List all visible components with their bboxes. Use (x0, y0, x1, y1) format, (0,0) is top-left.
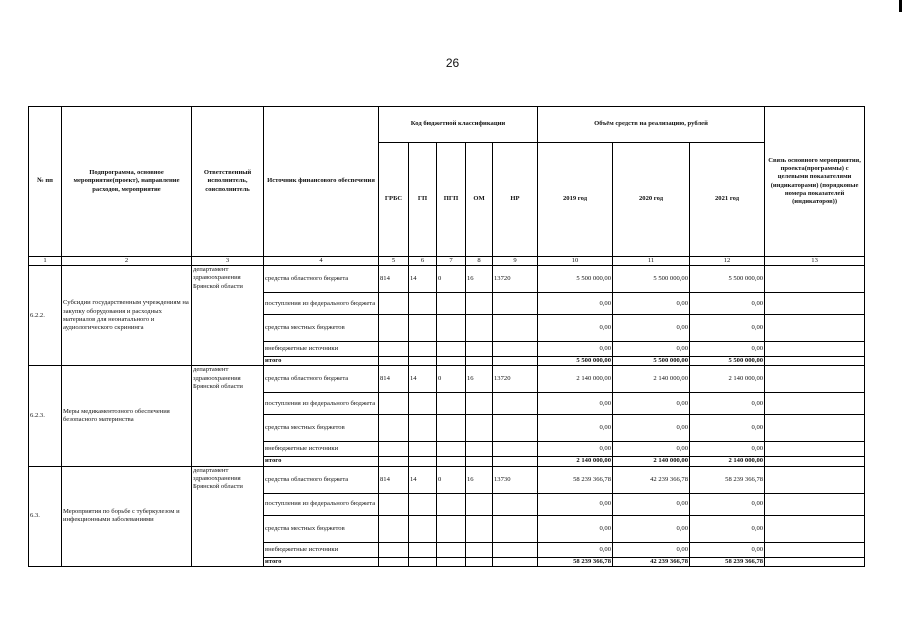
code-om (466, 293, 493, 315)
row-number: 6.3. (29, 466, 62, 566)
empty-cell (379, 557, 409, 566)
code-grbs (379, 493, 409, 515)
indicator-link (765, 457, 865, 466)
code-om: 16 (466, 366, 493, 393)
funding-source: средства областного бюджета (264, 266, 379, 293)
total-2020: 5 500 000,00 (613, 357, 690, 366)
col-number: 5 (379, 257, 409, 266)
value-2020: 0,00 (613, 293, 690, 315)
table-body (29, 266, 865, 567)
code-gp (409, 293, 437, 315)
total-label: итого (264, 457, 379, 466)
value-2019: 5 500 000,00 (538, 266, 613, 293)
header-link: Связь основного мероприятия, проекта(программы) с целевыми показателями (индикаторами) (порядковые номера показателей (индикаторов)) (765, 107, 865, 257)
value-2020: 0,00 (613, 542, 690, 557)
code-np (493, 342, 538, 357)
col-number: 3 (192, 257, 264, 266)
indicator-link (765, 357, 865, 366)
row-number: 6.2.3. (29, 366, 62, 466)
code-grbs (379, 415, 409, 442)
col-number: 11 (613, 257, 690, 266)
code-pgp (437, 542, 466, 557)
value-2021: 0,00 (690, 493, 765, 515)
code-grbs (379, 515, 409, 542)
header-budget-code-group: Код бюджетной классификации (379, 107, 538, 143)
activity-name: Мероприятия по борьбе с туберкулезом и инфекционными заболеваниями (62, 466, 192, 566)
indicator-link (765, 393, 865, 415)
activity-name: Меры медикаментозного обеспечения безопасного материнства (62, 366, 192, 466)
code-grbs (379, 393, 409, 415)
total-2019: 2 140 000,00 (538, 457, 613, 466)
value-2020: 0,00 (613, 515, 690, 542)
code-pgp (437, 393, 466, 415)
code-gp (409, 542, 437, 557)
indicator-link (765, 415, 865, 442)
indicator-link (765, 442, 865, 457)
value-2021: 0,00 (690, 315, 765, 342)
code-om (466, 442, 493, 457)
value-2020: 0,00 (613, 415, 690, 442)
value-2019: 0,00 (538, 542, 613, 557)
code-gp (409, 315, 437, 342)
value-2019: 0,00 (538, 415, 613, 442)
funding-source: средства местных бюджетов (264, 315, 379, 342)
code-np (493, 542, 538, 557)
code-grbs (379, 342, 409, 357)
code-np (493, 515, 538, 542)
value-2019: 0,00 (538, 515, 613, 542)
code-np (493, 393, 538, 415)
total-2021: 2 140 000,00 (690, 457, 765, 466)
total-2020: 42 239 366,78 (613, 557, 690, 566)
table-row (29, 366, 865, 393)
empty-cell (437, 357, 466, 366)
empty-cell (409, 457, 437, 466)
scan-edge-mark (899, 0, 902, 12)
value-2021: 0,00 (690, 442, 765, 457)
header-executor: Ответственный исполнитель, соисполнитель (192, 107, 264, 257)
col-number: 9 (493, 257, 538, 266)
header-volume-group: Объём средств на реализацию, рублей (538, 107, 765, 143)
indicator-link (765, 466, 865, 493)
value-2019: 0,00 (538, 293, 613, 315)
value-2019: 58 239 366,78 (538, 466, 613, 493)
total-2021: 58 239 366,78 (690, 557, 765, 566)
empty-cell (409, 557, 437, 566)
empty-cell (379, 457, 409, 466)
column-number-row (29, 257, 865, 266)
code-np (493, 415, 538, 442)
code-np (493, 493, 538, 515)
code-pgp: 0 (437, 466, 466, 493)
header-pgp: ПГП (437, 143, 466, 257)
header-program: Подпрограмма, основное мероприятие(проект), направление расходов, мероприятие (62, 107, 192, 257)
value-2021: 0,00 (690, 515, 765, 542)
empty-cell (409, 357, 437, 366)
empty-cell (493, 457, 538, 466)
total-label: итого (264, 557, 379, 566)
code-pgp (437, 315, 466, 342)
activity-name: Субсидии государственным учреждениям на закупку оборудования и расходных материалов для неонатального и аудиологического скрининга (62, 266, 192, 366)
col-number: 12 (690, 257, 765, 266)
code-grbs (379, 315, 409, 342)
value-2019: 2 140 000,00 (538, 366, 613, 393)
indicator-link (765, 366, 865, 393)
executor: департамент здравоохранения Брянской области (192, 366, 264, 466)
value-2021: 5 500 000,00 (690, 266, 765, 293)
funding-source: средства местных бюджетов (264, 515, 379, 542)
code-gp (409, 515, 437, 542)
indicator-link (765, 315, 865, 342)
total-label: итого (264, 357, 379, 366)
empty-cell (466, 457, 493, 466)
code-gp: 14 (409, 366, 437, 393)
funding-source: внебюджетные источники (264, 542, 379, 557)
code-pgp: 0 (437, 266, 466, 293)
code-grbs (379, 542, 409, 557)
value-2021: 2 140 000,00 (690, 366, 765, 393)
col-number: 7 (437, 257, 466, 266)
indicator-link (765, 515, 865, 542)
code-pgp (437, 442, 466, 457)
value-2020: 0,00 (613, 342, 690, 357)
value-2020: 0,00 (613, 442, 690, 457)
code-om (466, 542, 493, 557)
code-grbs (379, 442, 409, 457)
value-2021: 0,00 (690, 542, 765, 557)
funding-source: поступления из федерального бюджета (264, 293, 379, 315)
header-2019: 2019 год (538, 143, 613, 257)
header-om: ОМ (466, 143, 493, 257)
empty-cell (437, 457, 466, 466)
col-number: 13 (765, 257, 865, 266)
indicator-link (765, 557, 865, 566)
funding-source: поступления из федерального бюджета (264, 393, 379, 415)
table-row (29, 466, 865, 493)
page-number: 26 (445, 56, 460, 70)
code-pgp (437, 515, 466, 542)
code-pgp (437, 493, 466, 515)
row-number: 6.2.2. (29, 266, 62, 366)
code-gp (409, 415, 437, 442)
code-grbs: 814 (379, 366, 409, 393)
value-2020: 0,00 (613, 393, 690, 415)
value-2021: 0,00 (690, 293, 765, 315)
code-np: 13720 (493, 366, 538, 393)
code-om (466, 393, 493, 415)
code-gp (409, 393, 437, 415)
indicator-link (765, 342, 865, 357)
col-number: 1 (29, 257, 62, 266)
value-2019: 0,00 (538, 315, 613, 342)
value-2021: 0,00 (690, 342, 765, 357)
col-number: 6 (409, 257, 437, 266)
value-2021: 0,00 (690, 393, 765, 415)
total-2019: 5 500 000,00 (538, 357, 613, 366)
code-np (493, 293, 538, 315)
empty-cell (466, 557, 493, 566)
budget-table (28, 106, 865, 567)
code-om (466, 415, 493, 442)
code-om (466, 315, 493, 342)
header-no: № пп (29, 107, 62, 257)
value-2021: 0,00 (690, 415, 765, 442)
code-om (466, 493, 493, 515)
header-source: Источник финансового обеспечения (264, 107, 379, 257)
indicator-link (765, 493, 865, 515)
col-number: 8 (466, 257, 493, 266)
header-grbs: ГРБС (379, 143, 409, 257)
value-2021: 58 239 366,78 (690, 466, 765, 493)
funding-source: внебюджетные источники (264, 342, 379, 357)
code-om (466, 515, 493, 542)
value-2020: 0,00 (613, 315, 690, 342)
code-pgp: 0 (437, 366, 466, 393)
value-2019: 0,00 (538, 442, 613, 457)
funding-source: поступления из федерального бюджета (264, 493, 379, 515)
value-2019: 0,00 (538, 393, 613, 415)
value-2020: 42 239 366,78 (613, 466, 690, 493)
value-2020: 5 500 000,00 (613, 266, 690, 293)
empty-cell (437, 557, 466, 566)
code-np (493, 442, 538, 457)
total-2021: 5 500 000,00 (690, 357, 765, 366)
code-om: 16 (466, 466, 493, 493)
code-gp: 14 (409, 266, 437, 293)
funding-source: средства областного бюджета (264, 366, 379, 393)
code-np: 13730 (493, 466, 538, 493)
value-2020: 2 140 000,00 (613, 366, 690, 393)
executor: департамент здравоохранения Брянской области (192, 466, 264, 566)
code-gp (409, 442, 437, 457)
funding-source: внебюджетные источники (264, 442, 379, 457)
total-2019: 58 239 366,78 (538, 557, 613, 566)
header-np: НР (493, 143, 538, 257)
value-2020: 0,00 (613, 493, 690, 515)
code-om: 16 (466, 266, 493, 293)
code-gp (409, 493, 437, 515)
empty-cell (379, 357, 409, 366)
header-2021: 2021 год (690, 143, 765, 257)
col-number: 10 (538, 257, 613, 266)
funding-source: средства областного бюджета (264, 466, 379, 493)
code-pgp (437, 293, 466, 315)
table-row (29, 266, 865, 293)
code-gp: 14 (409, 466, 437, 493)
code-grbs (379, 293, 409, 315)
header-gp: ГП (409, 143, 437, 257)
col-number: 4 (264, 257, 379, 266)
code-om (466, 342, 493, 357)
value-2019: 0,00 (538, 493, 613, 515)
funding-source: средства местных бюджетов (264, 415, 379, 442)
code-np: 13720 (493, 266, 538, 293)
indicator-link (765, 266, 865, 293)
empty-cell (493, 557, 538, 566)
code-pgp (437, 342, 466, 357)
code-pgp (437, 415, 466, 442)
header-2020: 2020 год (613, 143, 690, 257)
code-grbs: 814 (379, 266, 409, 293)
empty-cell (493, 357, 538, 366)
total-2020: 2 140 000,00 (613, 457, 690, 466)
value-2019: 0,00 (538, 342, 613, 357)
indicator-link (765, 542, 865, 557)
executor: департамент здравоохранения Брянской области (192, 266, 264, 366)
indicator-link (765, 293, 865, 315)
code-gp (409, 342, 437, 357)
col-number: 2 (62, 257, 192, 266)
code-np (493, 315, 538, 342)
code-grbs: 814 (379, 466, 409, 493)
empty-cell (466, 357, 493, 366)
